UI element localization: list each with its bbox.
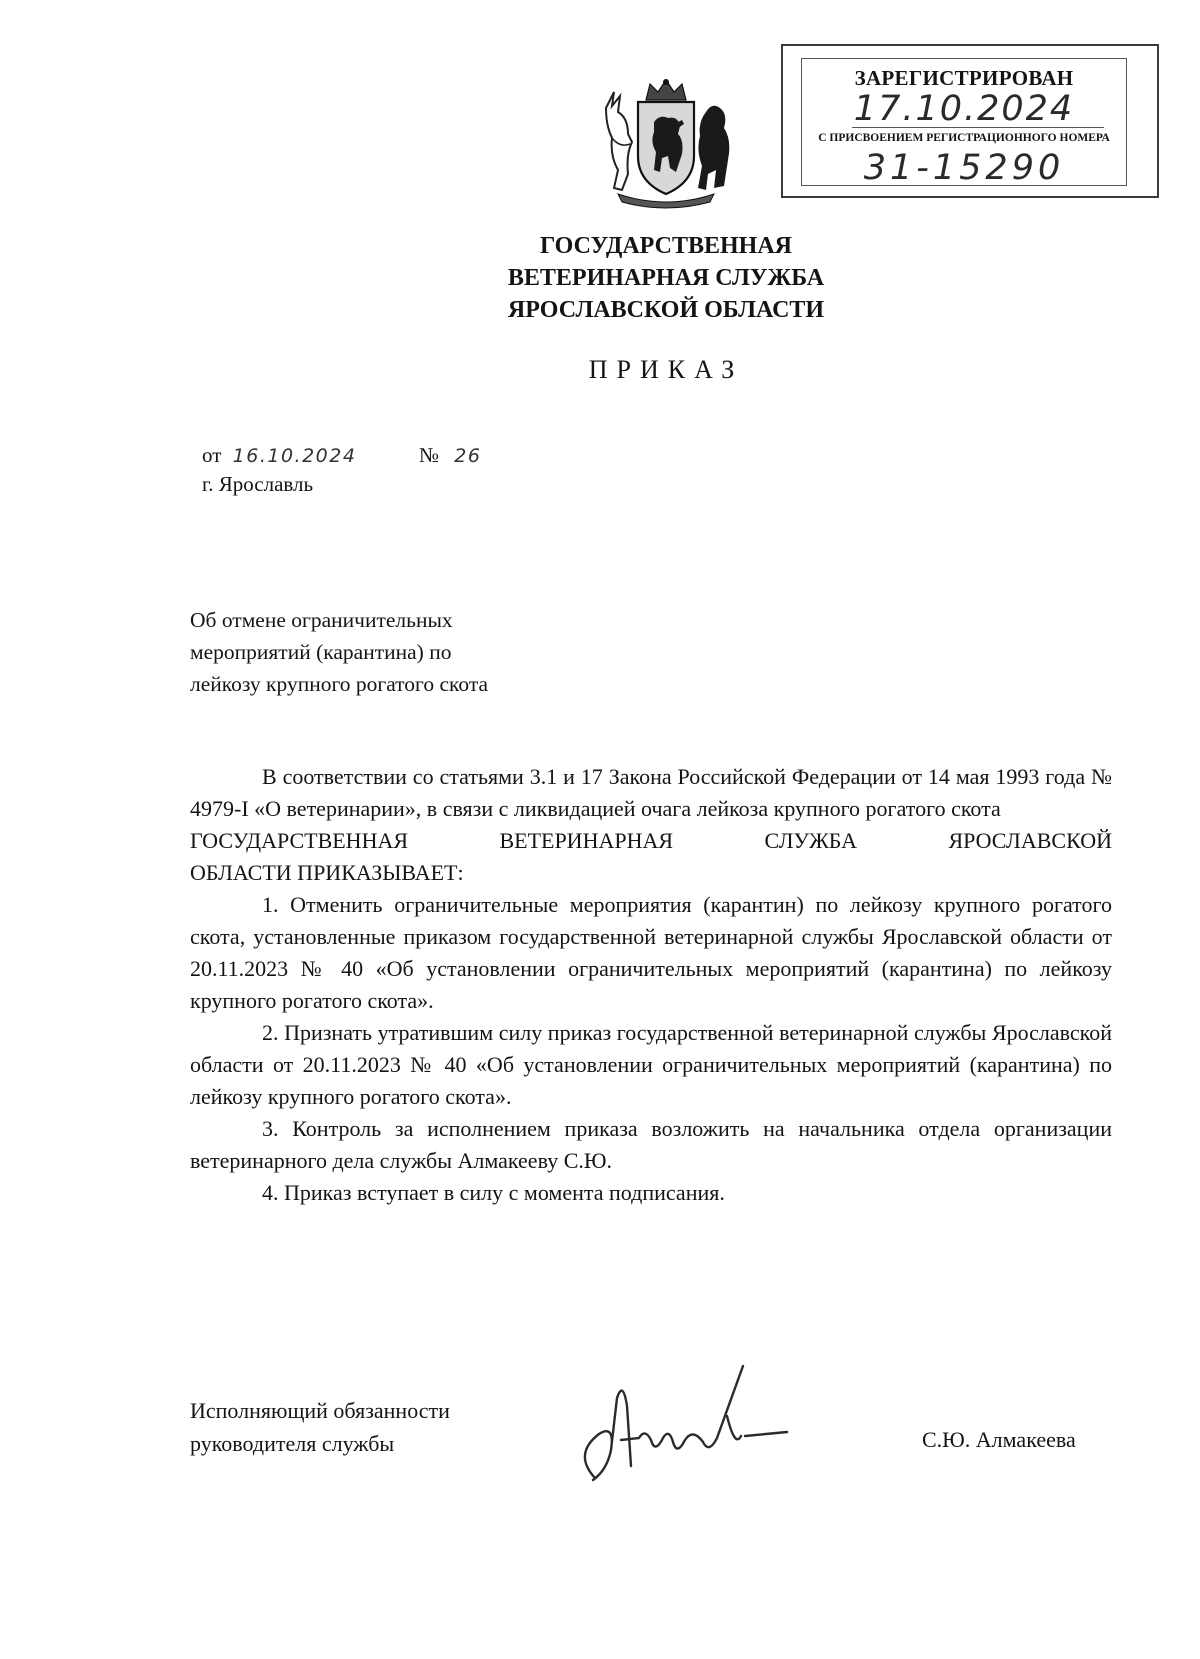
subject-line-3: лейкозу крупного рогатого скота	[190, 672, 489, 696]
order-item-2: 2. Признать утратившим силу приказ государственной ветеринарной службы Ярославской области от 20.11.2023 № 40 «Об установлении ограничительных мероприятий (карантина) по лейкозу крупного рогатого скота».	[190, 1020, 1112, 1109]
order-date	[202, 443, 356, 468]
intro-paragraph: В соответствии со статьями 3.1 и 17 Закона Российской Федерации от 14 мая 1993 года № 4979-I «О ветеринарии», в связи с ликвидацией очага лейкоза крупного рогатого скота	[190, 764, 1112, 821]
stamp-title: ЗАРЕГИСТРИРОВАН	[854, 66, 1074, 90]
order-number	[419, 443, 481, 468]
signer-position	[190, 1394, 450, 1460]
order-body	[190, 761, 1112, 1209]
handwritten-signature	[565, 1358, 805, 1498]
position-line-2: руководителя службы	[190, 1431, 395, 1456]
order-subject	[190, 604, 488, 700]
subject-line-1: Об отмене ограничительных	[190, 608, 453, 632]
org-line-3: ЯРОСЛАВСКОЙ ОБЛАСТИ	[507, 297, 825, 323]
city: г. Ярославль	[202, 472, 314, 496]
signer-name: С.Ю. Алмакеева	[922, 1427, 1076, 1452]
registration-stamp	[781, 44, 1159, 198]
org-line-2: ВЕТЕРИНАРНАЯ СЛУЖБА	[507, 265, 825, 291]
number-value: 26	[454, 445, 482, 467]
position-line-1: Исполняющий обязанности	[190, 1398, 450, 1423]
stamp-inner-frame	[801, 58, 1127, 186]
number-label: №	[419, 443, 440, 467]
order-clause-end: ОБЛАСТИ ПРИКАЗЫВАЕТ:	[190, 860, 464, 885]
order-item-3: 3. Контроль за исполнением приказа возложить на начальника отдела организации ветеринарного дела службы Алмакееву С.Ю.	[190, 1116, 1112, 1173]
stamp-divider	[852, 127, 1104, 128]
order-item-4: 4. Приказ вступает в силу с момента подписания.	[262, 1180, 725, 1205]
date-label: от	[202, 443, 222, 467]
stamp-date: 17.10.2024	[853, 89, 1075, 129]
order-clause: ГОСУДАРСТВЕННАЯ ВЕТЕРИНАРНАЯ СЛУЖБА ЯРОСЛАВСКОЙ	[190, 828, 1112, 853]
subject-line-2: мероприятий (карантина) по	[190, 640, 452, 664]
coat-of-arms-icon	[598, 78, 734, 210]
date-value: 16.10.2024	[232, 445, 357, 467]
stamp-number: 31-15290	[863, 148, 1065, 188]
stamp-caption: С ПРИСВОЕНИЕМ РЕГИСТРАЦИОННОГО НОМЕРА	[818, 132, 1110, 144]
order-item-1: 1. Отменить ограничительные мероприятия (карантин) по лейкозу крупного рогатого скота, установленные приказом государственной ветеринарной службы Ярославской области от 20.11.2023 № 40 «Об установлении ограничительных мероприятий (карантина) по лейкозу крупного рогатого скота».	[190, 892, 1112, 1013]
organization-name	[400, 230, 932, 326]
org-line-1: ГОСУДАРСТВЕННАЯ	[540, 233, 792, 259]
document-type: ПРИКАЗ	[588, 355, 744, 384]
